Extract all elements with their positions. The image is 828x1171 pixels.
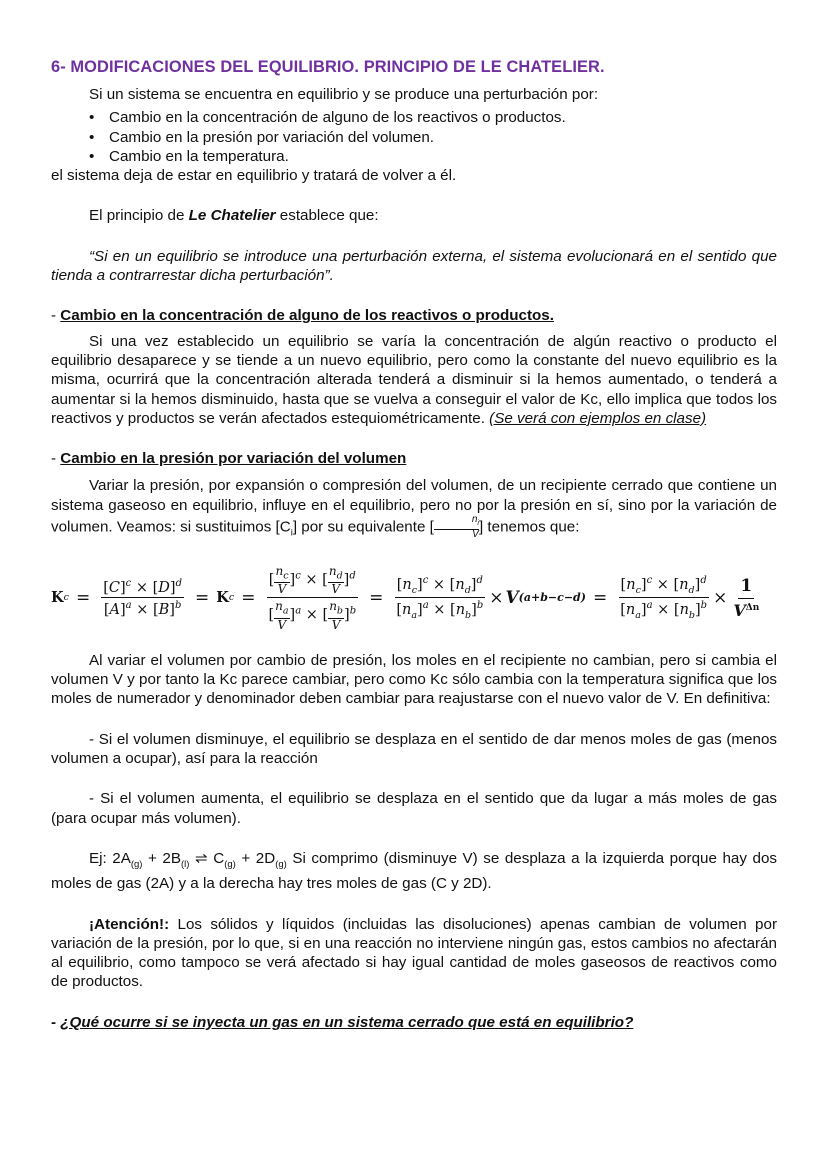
list-item: • Cambio en la concentración de alguno de los reactivos o productos. — [109, 108, 777, 127]
pressure-body: Variar la presión, por expansión o compresión del volumen, de un recipiente cerrado que contiene un sistema gaseoso en equilibrio, influye en el equilibrio, pero no por la presión en sí, sino por la variación de volumen. Veamos: si sustituimos $[C_i]$ por su equivalente [ $\frac{n_i}{V}$ ] tenemos que: — [51, 477, 777, 541]
principle-quote: “Si en un equilibrio se introduce una perturbación externa, el sistema evolucionará en el sentido que tienda a contrarrestar dicha perturbación”. — [51, 247, 777, 285]
fraction-inverse-volume: $\frac{1}{V^{\Delta n}}$ — [733, 575, 760, 620]
concentration-heading: - Cambio en la concentración de alguno de los reactivos o productos. — [51, 307, 554, 325]
principle-intro: El principio de Le Chatelier establece que: — [89, 207, 379, 225]
list-item: • Cambio en la presión por variación del volumen. — [109, 128, 777, 147]
intro-lead: Si un sistema se encuentra en equilibrio y se produce una perturbación por: — [89, 86, 599, 103]
fraction-concentrations: $\frac{[C]^c \times [D]^d}{[A]^a \times [B]^b}$ — [103, 577, 182, 619]
document-page — [51, 58, 777, 1032]
class-examples-note: (Se verá con ejemplos en clase) — [489, 409, 707, 427]
volume-decrease-point: - Si el volumen disminuye, el equilibrio se desplaza en el sentido de dar menos moles de gas (menos volumen a ocupar), así para la reacción — [51, 730, 777, 768]
ni-over-v-fraction: $\frac{n_i}{V}$ — [434, 515, 479, 540]
intro-after: el sistema deja de estar en equilibrio y tratará de volver a él. — [51, 167, 457, 185]
attention-label: ¡Atención!: — [89, 915, 170, 933]
fraction-moles: $\frac{[n_c]^c \times [n_d]^d}{[n_a]^a \times [n_b]^b}$ — [396, 574, 484, 622]
gas-injection-question: - ¿Qué ocurre si se inyecta un gas en un sistema cerrado que está en equilibrio? — [51, 1013, 634, 1031]
pressure-heading: - Cambio en la presión por variación del volumen — [51, 450, 407, 468]
volume-increase-point: - Si el volumen aumenta, el equilibrio se desplaza en el sentido que da lugar a más moles de gas (para ocupar más volumen). — [51, 790, 777, 827]
section-title: 6- MODIFICACIONES DEL EQUILIBRIO. PRINCIPIO DE LE CHATELIER. — [51, 58, 605, 76]
equilibrium-arrow-icon: ⇌ — [189, 849, 214, 867]
kc-volume-formula: K c = $\frac{[C]^c \times [D]^d}{[A]^a \times [B]^b}$ = K c = [ $\frac{n_c}{V}$ ]$^c$ × [ $\frac{n_d}{V}$ ]$^d$ [ $\frac{n_a}{V}$ ]$^a$ × [ $\frac{n_b}{V}$ ]$^b$ = $\frac{[n_c]^c \times [n_d]^d}{[n_a]^a \times [n_b]^b}$ × V (a+b−c−d) = $\frac{[n_c]^c \times [n_d]^d}{[n_a]^a \times [n_b]^b}$ × $\frac{1}{V^{\Delta n}}$ — [51, 564, 760, 632]
attention-note: ¡Atención!: Los sólidos y líquidos (incluidas las disoluciones) apenas cambian de volumen por variación de la presión, por lo que, si en una reacción no interviene ningún gas, estos cambios no afectarán al equilibrio, como tampoco se verá afectado si hay igual cantidad de moles gaseosos de reactivos como de productos. — [51, 915, 777, 991]
reaction-example: Ej: $2A_{(g)} + 2B_{(l)}$ ⇌ $C_{(g)} + 2D_{(g)}$ Si comprimo (disminuye V) se desplaza a la izquierda porque hay dos moles de gas (2A) y a la derecha hay tres moles de gas (C y 2D). — [51, 849, 777, 893]
fraction-moles-over-volume: [ $\frac{n_c}{V}$ ]$^c$ × [ $\frac{n_d}{V}$ ]$^d$ [ $\frac{n_a}{V}$ ]$^a$ × [ $\frac{n_b}{V}$ ]$^b$ — [268, 564, 357, 632]
fraction-moles-2: $\frac{[n_c]^c \times [n_d]^d}{[n_a]^a \times [n_b]^b}$ — [620, 574, 708, 622]
le-chatelier-name: Le Chatelier — [188, 207, 276, 225]
concentration-body: Si una vez establecido un equilibrio se varía la concentración de algún reactivo o producto el equilibrio desaparece y se tiende a un nuevo equilibrio, pero como la constante del nuevo equilibrio es la misma, ocurrirá que la concentración alterada tenderá a disminuir si la hemos aumentado, o tenderá a aumentar si la hemos disminuido, hasta que se vuelva a conseguir el valor de Kc, ello implica que todos los reactivos y productos se verán afectados estequiométricamente. (Se verá con ejemplos en clase) — [51, 332, 777, 427]
perturbation-list — [51, 108, 777, 166]
list-item: • Cambio en la temperatura. — [109, 147, 777, 166]
after-formula-text: Al variar el volumen por cambio de presión, los moles en el recipiente no cambian, pero si cambia el volumen V y por tanto la Kc parece cambiar, pero como Kc sólo cambia con la temperatura significa que los moles de numerador y denominador deben cambiar para reajustarse con el nuevo valor de V. En definitiva: — [51, 651, 777, 708]
